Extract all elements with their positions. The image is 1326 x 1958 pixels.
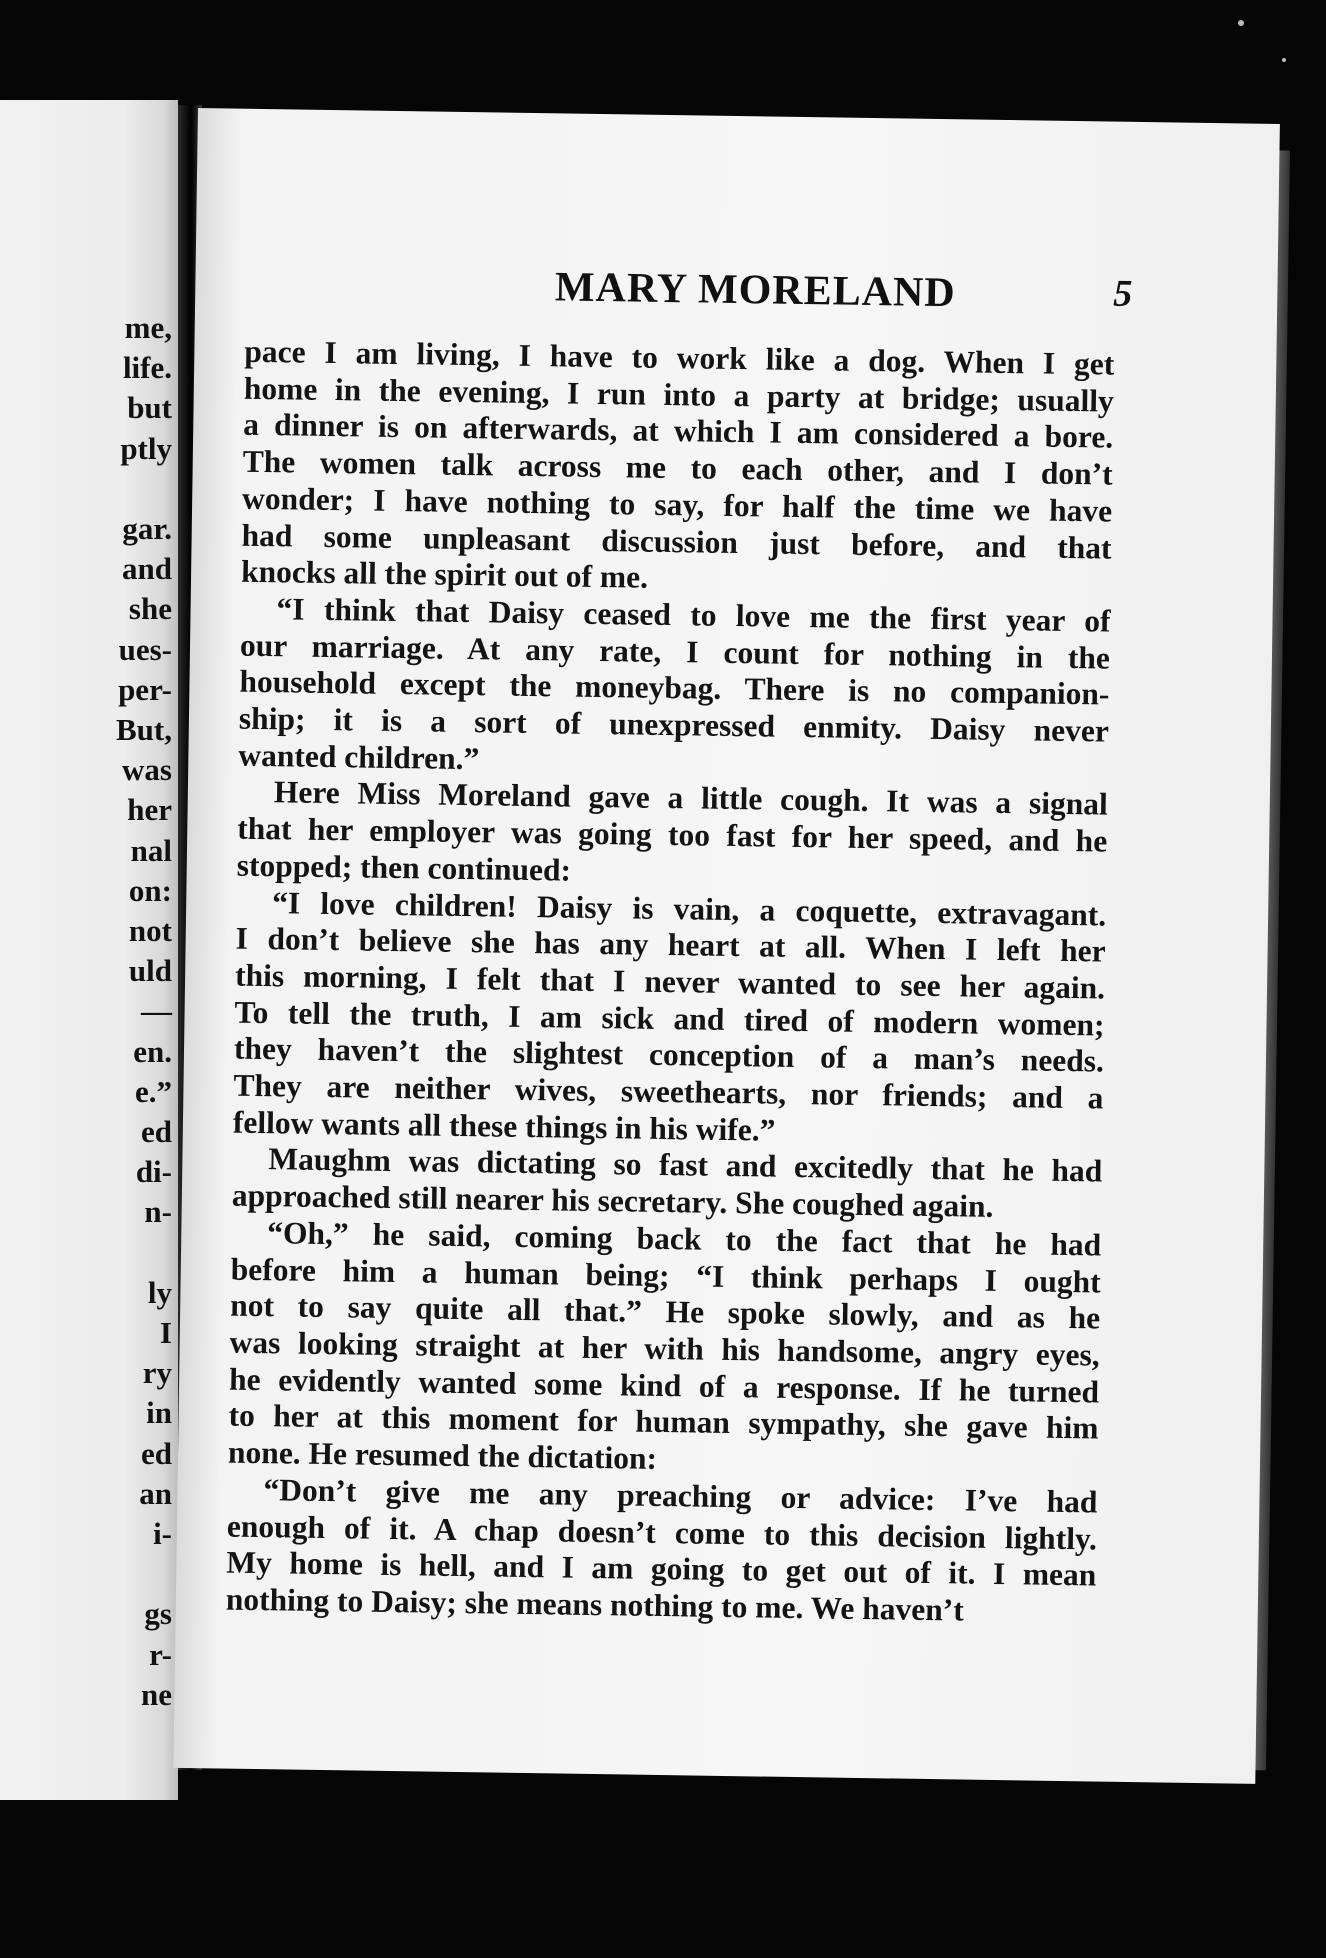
text-line: enough of it. A chap doesn’t come to this decision lightly. [226,1508,1098,1556]
left-page-fragment: en. [133,1033,172,1069]
paragraph [236,774,1108,897]
left-page-fragment: and [122,551,172,587]
left-page-fragment: I [159,1315,172,1350]
left-page-fragment: ly [147,1274,172,1310]
text-line: Here Miss Moreland gave a little cough. It was a signal [273,774,1109,823]
text-line: none. He resumed the dictation: [227,1434,658,1477]
paragraph [226,1471,1098,1631]
text-line: our marriage. At any rate, I count for nothing in the [239,627,1111,676]
left-page-fragment: not [128,913,172,948]
left-page-fragment: di- [135,1154,172,1190]
text-line: “Don’t give me any preaching or advice: I’ve had [263,1471,1098,1520]
text-line: I don’t believe she has any heart at all. When I left her [235,920,1106,969]
left-page-fragment: ues- [118,631,172,667]
text-line: to her at this moment for human sympathy, she gave him [228,1397,1099,1446]
book-page [173,108,1280,1784]
text-line: They are neither wives, sweethearts, nor friends; and a [233,1067,1104,1116]
text-line: fellow wants all these things in his wife.” [232,1104,776,1148]
text-line: they haven’t the slightest conception of a man’s needs. [233,1030,1105,1079]
text-line: ship; it is a sort of unexpressed enmity. Daisy never [238,700,1110,749]
left-page-fragment: she [128,591,172,627]
paragraph [238,591,1111,787]
left-page-fragment: ed [141,1114,172,1149]
left-page-fragment: ed [141,1435,172,1471]
left-page-fragment: i- [153,1516,172,1551]
left-page-fragment: e.” [134,1073,172,1109]
text-line: wanted children.” [238,737,480,776]
running-head: MARY MORELAND [554,264,957,317]
text-line: a dinner is on afterwards, at which I am considered a bore. [243,407,1114,456]
paragraph [241,334,1115,604]
text-line: home in the evening, I run into a party at bridge; usually [243,370,1115,419]
left-page-fragment: uld [128,953,172,989]
left-page-fragment: life. [122,350,172,386]
text-line: before him a human being; “I think perhaps I ought [230,1251,1101,1300]
left-page-fragment: her [127,792,172,828]
text-line: “I love children! Daisy is vain, a coquette, extravagant. [271,884,1107,933]
left-page-fragment: me, [124,310,172,345]
body-text [226,334,1115,1631]
paragraph [233,884,1107,1154]
left-page-fragment: n- [144,1194,172,1230]
left-page-fragment: — [141,993,172,1029]
scan-speck [1238,20,1244,26]
text-line: not to say quite all that.” He spoke slowly, and as he [229,1287,1101,1336]
left-page-fragment: But, [116,712,172,747]
text-line: My home is hell, and I am going to get out of it. I mean [226,1544,1097,1593]
paragraph [228,1214,1102,1484]
text-line: approached still nearer his secretary. She coughed again. [231,1177,994,1225]
text-line: wonder; I have nothing to say, for half the time we have [241,480,1113,529]
left-page-fragment: in [146,1395,172,1431]
left-page-fragment: but [127,390,172,426]
left-page-fragment: gar. [122,511,172,546]
text-line: this morning, I felt that I never wanted to see her again. [234,957,1106,1006]
left-page-fragment: on: [128,872,172,908]
left-page-fragment: r- [149,1636,172,1672]
text-line: Maughm was dictating so fast and excitedly that he had [268,1141,1103,1189]
left-page-fragment: an [139,1475,172,1511]
left-page-fragment: ne [141,1676,172,1712]
facing-page-left [0,100,178,1800]
left-page-fragment: was [122,752,172,788]
left-page-fragment: ry [142,1355,172,1391]
text-line: stopped; then continued: [236,847,572,888]
left-page-fragment: nal [130,832,172,868]
left-page-fragment: gs [144,1596,172,1632]
text-line: nothing to Daisy; she means nothing to me. We haven’t [225,1581,965,1628]
left-page-fragment: per- [118,671,172,707]
paragraph [232,1141,1103,1227]
text-line: had some unpleasant discussion just before, and that [241,517,1112,566]
left-page-fragment: ptly [120,430,172,466]
text-line: The women talk across me to each other, and I don’t [242,443,1113,492]
scan-speck [1282,58,1286,62]
text-line: he evidently wanted some kind of a response. If he turned [228,1361,1100,1410]
text-line: knocks all the spirit out of me. [240,553,649,595]
page-number: 5 [1113,272,1133,315]
text-line: household except the moneybag. There is no companion- [239,664,1110,712]
text-line: that her employer was going too fast for her speed, and he [237,810,1108,859]
text-line: To tell the truth, I am sick and tired of modern women; [234,994,1105,1043]
text-line: was looking straight at her with his handsome, angry eyes, [229,1324,1100,1373]
text-line: “I think that Daisy ceased to love me the first year of [276,591,1111,639]
text-line: pace I am living, I have to work like a dog. When I get [244,333,1115,382]
text-line: “Oh,” he said, coming back to the fact that he had [267,1215,1102,1263]
